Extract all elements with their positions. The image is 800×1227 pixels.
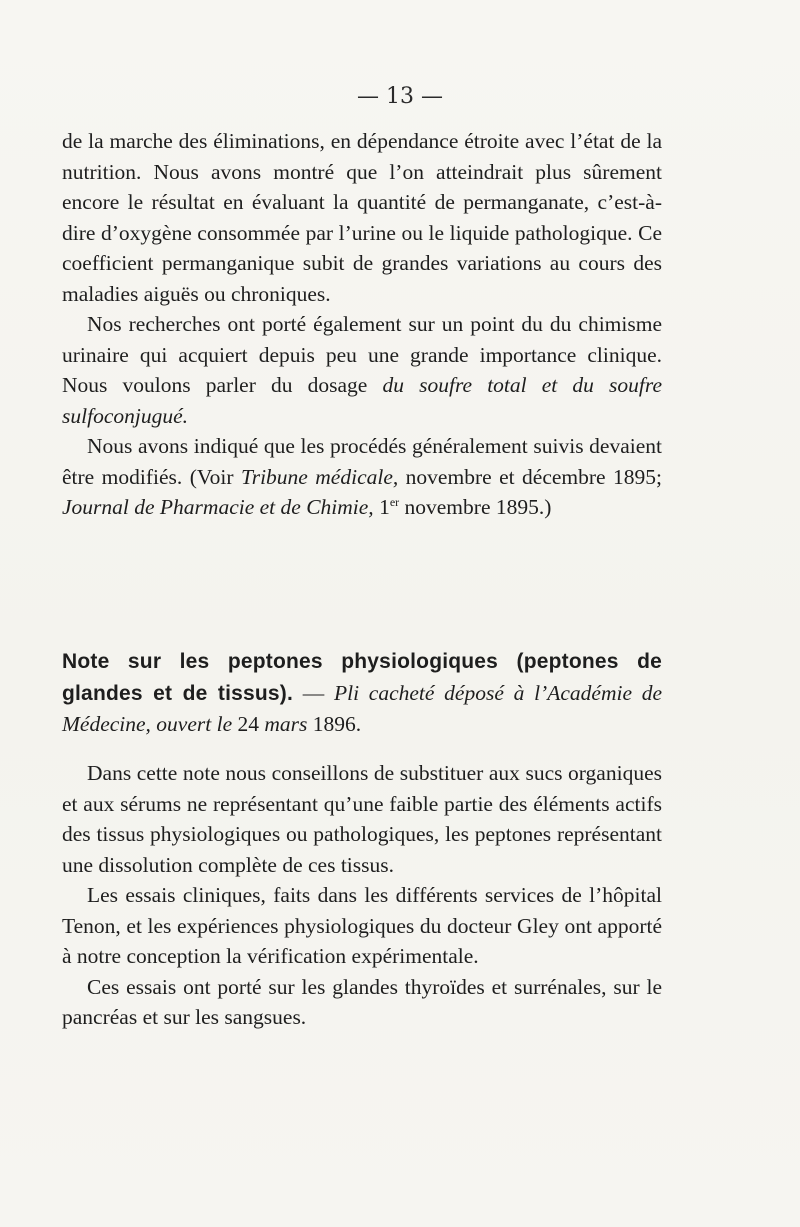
section-heading-peptones: [62, 646, 662, 740]
paragraph-soufre-text: Nos recherches ont porté également sur un point du du chimisme urinaire qui acquiert depuis peu une grande importance clinique. Nous voulons parler du dosage: [62, 312, 662, 397]
heading-date-month: mars: [264, 712, 308, 736]
paragraph-procedes-text-3a: 1: [373, 495, 390, 519]
paragraph-eliminations: de la marche des éliminations, en dépendance étroite avec l’état de la nutrition. Nous avons montré que l’on atteindrait plus sûrement encore le résultat en évaluant la quantité de permanganate, c’est-à-dire d’oxygène consommée par l’urine ou le liquide pathologique. Ce coefficient permanganique subit de grandes variations au cours des maladies aiguës ou chroniques.: [62, 129, 662, 306]
citation-journal-pharmacie: Journal de Pharmacie et de Chimie,: [62, 495, 374, 519]
ordinal-superscript: er: [389, 495, 400, 509]
paragraph-note: Dans cette note nous conseillons de substituer aux sucs organiques et aux sérums ne représentant qu’une faible partie des éléments actifs des tissus physiologiques ou pathologiques, les peptones représentant une dissolution complète de ces tissus.: [62, 761, 662, 877]
paragraph-soufre-italic: du soufre total et du soufre sulfoconjugué.: [62, 373, 662, 428]
paragraph-procedes-text-3b: novembre 1895.): [399, 495, 552, 519]
heading-date-day: 24: [232, 712, 265, 736]
heading-separator: —: [293, 680, 334, 705]
heading-title: Note sur les peptones physiologiques (peptones de glandes et de tissus).: [62, 650, 662, 705]
paragraph-soufre: [62, 309, 662, 431]
page-number: — 13 —: [357, 84, 443, 109]
text-block-top: [62, 126, 662, 523]
heading-pli-cachete: Pli cacheté déposé à l’Académie de Médecine, ouvert le: [62, 680, 663, 736]
section-heading-block: [62, 646, 662, 740]
text-block-bottom: [62, 758, 662, 1033]
paragraph-essais-cliniques: Les essais cliniques, faits dans les différents services de l’hôpital Tenon, et les expériences physiologiques du docteur Gley ont apporté à notre conception la vérification expérimentale.: [62, 883, 662, 968]
paragraph-procedes-text-2: novembre et décembre 1895;: [398, 464, 662, 489]
heading-date-year: 1896.: [307, 712, 362, 736]
paragraph-procedes: [62, 431, 662, 523]
paragraph-essais-glandes: Ces essais ont porté sur les glandes thyroïdes et surrénales, sur le pancréas et sur les sangsues.: [62, 974, 662, 1029]
citation-tribune-medicale: Tribune médicale,: [240, 464, 399, 489]
paragraph-procedes-text-1: Nous avons indiqué que les procédés généralement suivis devaient être modifiés. (Voir: [62, 434, 662, 489]
